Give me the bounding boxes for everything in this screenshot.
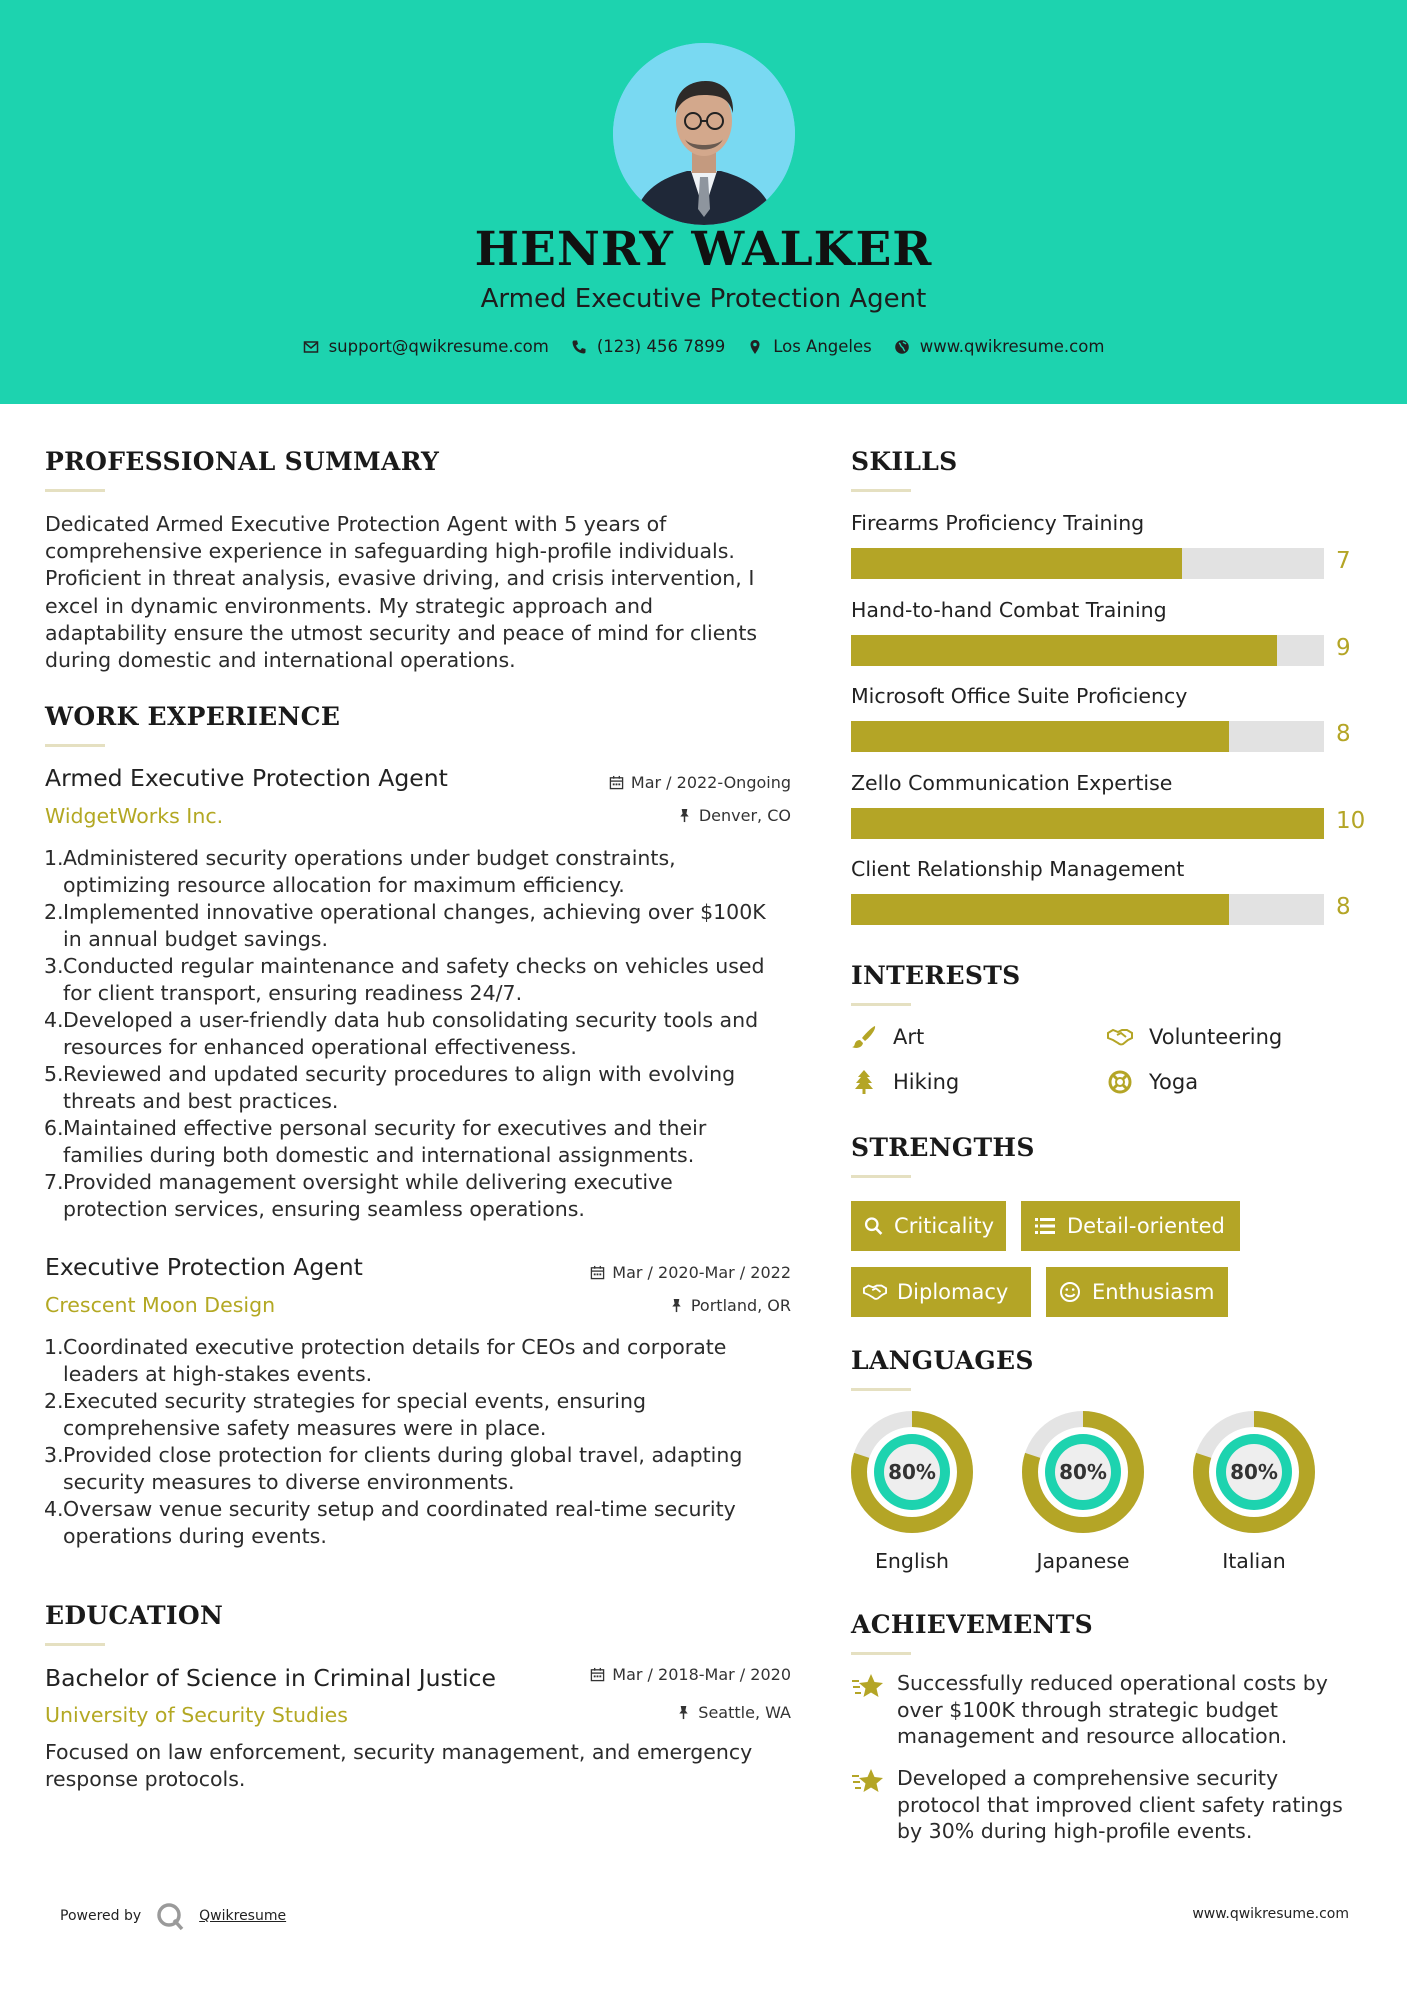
skill-value: 9 [1336,634,1351,661]
skill-bar-track [851,808,1324,839]
job-1-dates-text: Mar / 2022-Ongoing [630,773,791,792]
summary-line: excel in dynamic environments. My strategic approach and [45,593,653,618]
education-description [45,1739,752,1793]
job-2-role: Executive Protection Agent [45,1253,363,1281]
bullet-line: for client transport, ensuring readiness 24/7. [63,981,523,1005]
list-item: 6. Maintained effective personal security for executives and their families during both domestic and international assignments. [44,1115,784,1169]
skill-bar-track [851,548,1324,579]
strength-label: Criticality [894,1214,994,1238]
list-item: 3. Provided close protection for clients during global travel, adapting security measures to diverse environments. [44,1442,784,1496]
language-japanese [1022,1411,1144,1573]
strength-diplomacy [851,1267,1031,1317]
skill-value: 8 [1336,894,1351,920]
interests-heading: INTERESTS [851,961,1021,990]
language-italian [1193,1411,1315,1573]
skill-bar-fill [851,635,1277,666]
job-1-bullets [44,845,784,1223]
job-2-location [540,1296,791,1315]
bullet-line: operations during events. [63,1524,327,1548]
globe-icon [894,339,910,355]
bullet-line: in annual budget savings. [63,927,328,951]
list-icon [1033,1214,1057,1238]
skill-bar-track [851,894,1324,925]
language-label: English [874,1549,950,1573]
avatar [613,43,795,225]
skill-bar-track [851,721,1324,752]
footer-url[interactable]: www.qwikresume.com [1192,1906,1349,1922]
skill-bar-fill [851,808,1324,839]
experience-rule [45,744,105,747]
education-line: response protocols. [45,1767,246,1792]
job-1-company: WidgetWorks Inc. [45,804,224,828]
contact-website-text: www.qwikresume.com [919,337,1105,356]
summary-line: Dedicated Armed Executive Protection Agent with 5 years of [45,512,667,536]
qwikresume-logo-icon [155,1901,185,1931]
education-line: Focused on law enforcement, security management, and emergency [45,1740,753,1764]
skill-value: 8 [1336,721,1351,747]
languages-heading: LANGUAGES [851,1346,1034,1375]
trophy-star-icon [851,1767,885,1797]
candidate-title: Armed Executive Protection Agent [480,284,927,314]
bullet-line: families during both domestic and international assignments. [63,1143,695,1167]
interest-art [851,1025,924,1049]
bullet-line: Reviewed and updated security procedures to align with evolving [63,1062,736,1086]
interest-volunteering [1107,1025,1282,1049]
list-item: 5. Reviewed and updated security procedures to align with evolving threats and best practices. [44,1061,784,1115]
profile-photo [613,43,795,225]
pushpin-icon [676,1705,691,1720]
bullet-line: leaders at high-stakes events. [63,1362,373,1386]
interests-rule [851,1003,911,1006]
contact-phone[interactable] [571,337,725,356]
education-school: University of Security Studies [45,1703,348,1727]
language-label: Japanese [1036,1549,1130,1573]
summary-line: Proficient in threat analysis, evasive driving, and crisis intervention, I [45,566,755,591]
bullet-line: comprehensive safety measures were in place. [63,1416,547,1440]
language-donut [1193,1411,1315,1533]
summary-line: adaptability ensure the utmost security and peace of mind for clients [45,620,758,645]
skill-bar-fill [851,721,1229,752]
achievement-2 [851,1765,1343,1845]
bullet-line: resources for enhanced operational effectiveness. [63,1035,577,1059]
language-donut [1022,1411,1144,1533]
bullet-line: Maintained effective personal security for executives and their [63,1116,707,1140]
bullet-line: Conducted regular maintenance and safety checks on vehicles used [63,954,765,978]
achievement-1 [851,1670,1328,1750]
language-english [851,1411,973,1573]
bullet-line: optimizing resource allocation for maximum efficiency. [63,873,625,897]
list-item: 2. Executed security strategies for special events, ensuring comprehensive safety measures were in place. [44,1388,784,1442]
strength-detail-oriented [1021,1201,1240,1251]
tree-icon [851,1070,877,1094]
footer-powered [60,1901,286,1931]
phone-icon [571,339,587,355]
skill-label: Zello Communication Expertise [851,770,1173,795]
interest-label: Hiking [893,1070,960,1094]
achievement-line: protocol that improved client safety ratings [897,1792,1343,1817]
strength-enthusiasm [1046,1267,1228,1317]
education-heading: EDUCATION [45,1601,224,1630]
bullet-line: threats and best practices. [63,1089,339,1113]
skill-label: Client Relationship Management [851,857,1185,881]
contact-email[interactable] [303,337,549,356]
smile-icon [1058,1280,1082,1304]
bullet-line: Provided management oversight while delivering executive [63,1170,673,1194]
strengths-heading: STRENGTHS [851,1133,1035,1162]
achievement-line: by 30% during high-profile events. [897,1819,1253,1843]
contact-website[interactable] [894,337,1105,356]
handshake-icon [863,1280,887,1304]
interest-yoga [1107,1070,1198,1094]
contact-phone-text: (123) 456 7899 [596,337,726,356]
list-item: 7. Provided management oversight while delivering executive protection services, ensuring seamless operations. [44,1169,784,1223]
pushpin-icon [677,808,692,823]
skill-bar-track [851,635,1324,666]
achievement-text [897,1670,1328,1750]
bullet-line: Developed a user-friendly data hub consolidating security tools and [63,1008,759,1032]
trophy-star-icon [851,1672,885,1702]
summary-line: during domestic and international operations. [45,648,516,673]
skill-value: 10 [1336,807,1366,834]
job-1-dates [540,773,791,792]
achievement-line: Developed a comprehensive security [897,1766,1279,1790]
handshake-icon [1107,1025,1133,1049]
education-degree: Bachelor of Science in Criminal Justice [45,1664,496,1692]
job-2-company: Crescent Moon Design [45,1293,276,1317]
job-2-dates [540,1263,791,1282]
education-dates-text: Mar / 2018-Mar / 2020 [612,1665,791,1684]
list-item: 2. Implemented innovative operational changes, achieving over $100K in annual budget savings. [44,899,784,953]
skill-label: Hand-to-hand Combat Training [851,597,1167,622]
bullet-line: Provided close protection for clients during global travel, adapting [63,1443,743,1467]
envelope-icon [303,339,319,355]
bullet-line: Implemented innovative operational changes, achieving over $100K [63,900,766,924]
interest-label: Yoga [1149,1070,1199,1094]
summary-rule [45,489,105,492]
bullet-line: Administered security operations under budget constraints, [63,846,676,870]
interest-label: Art [893,1025,925,1049]
job-2-dates-text: Mar / 2020-Mar / 2022 [612,1263,791,1282]
summary-line: comprehensive experience in safeguarding high-profile individuals. [45,539,735,564]
job-2-bullets [44,1334,784,1550]
header-banner [0,0,1407,404]
skill-value: 7 [1336,548,1351,574]
calendar-icon [590,1667,605,1682]
bullet-line: Oversaw venue security setup and coordinated real-time security [63,1497,736,1521]
list-item: 3. Conducted regular maintenance and safety checks on vehicles used for client transport, ensuring readiness 24/7. [44,953,784,1007]
summary-heading: PROFESSIONAL SUMMARY [45,447,440,476]
skill-bar-fill [851,894,1229,925]
contact-location-text: Los Angeles [773,337,872,356]
footer-brand-link[interactable]: Qwikresume [199,1908,287,1924]
bullet-line: security measures to diverse environments. [63,1470,515,1494]
list-item: 1. Coordinated executive protection details for CEOs and corporate leaders at high-stakes events. [44,1334,784,1388]
calendar-icon [590,1265,605,1280]
skill-label: Microsoft Office Suite Proficiency [851,684,1188,708]
summary-text [45,511,757,674]
language-percent: 80% [888,1460,936,1484]
calendar-icon [609,775,624,790]
strength-criticality [851,1201,1006,1251]
achievement-line: Successfully reduced operational costs by [897,1671,1328,1695]
education-location-text: Seattle, WA [698,1703,791,1722]
job-1-location [540,806,791,825]
job-2-location-text: Portland, OR [690,1296,791,1315]
strengths-rule [851,1175,911,1178]
contact-email-text: support@qwikresume.com [328,337,549,356]
contact-location [747,337,872,356]
skills-rule [851,489,911,492]
strength-label: Enthusiasm [1092,1280,1215,1304]
achievements-rule [851,1652,911,1655]
strength-label: Diplomacy [897,1280,1009,1304]
languages-rule [851,1388,911,1391]
skills-heading: SKILLS [851,447,958,476]
language-label: Italian [1222,1549,1286,1573]
pushpin-icon [669,1298,684,1313]
language-donut [851,1411,973,1533]
language-percent: 80% [1059,1460,1107,1484]
achievement-line: management and resource allocation. [897,1724,1288,1748]
list-item: 1. Administered security operations under budget constraints, optimizing resource allocation for maximum efficiency. [44,845,784,899]
strength-label: Detail-oriented [1067,1214,1225,1238]
job-1-role: Armed Executive Protection Agent [45,764,448,792]
paintbrush-icon [851,1025,877,1049]
education-location [540,1703,791,1722]
achievement-text [897,1765,1343,1845]
skill-bar-fill [851,548,1182,579]
bullet-line: Coordinated executive protection details for CEOs and corporate [63,1335,727,1359]
job-1-location-text: Denver, CO [698,806,791,825]
list-item: 4. Oversaw venue security setup and coordinated real-time security operations during events. [44,1496,784,1550]
contact-bar [0,337,1407,356]
education-dates [540,1665,791,1684]
map-pin-icon [747,339,763,355]
interest-hiking [851,1070,959,1094]
achievement-line: over $100K through strategic budget [897,1697,1278,1722]
bullet-line: Executed security strategies for special events, ensuring [63,1389,647,1413]
lifebuoy-icon [1107,1070,1133,1094]
bullet-line: protection services, ensuring seamless operations. [63,1197,585,1221]
candidate-name: HENRY WALKER [474,222,933,277]
achievements-heading: ACHIEVEMENTS [851,1610,1093,1639]
skill-label: Firearms Proficiency Training [851,511,1145,535]
list-item: 4. Developed a user-friendly data hub consolidating security tools and resources for enhanced operational effectiveness. [44,1007,784,1061]
powered-by-text: Powered by [60,1908,142,1924]
language-percent: 80% [1230,1460,1278,1484]
experience-heading: WORK EXPERIENCE [45,702,341,731]
education-rule [45,1643,105,1646]
interest-label: Volunteering [1149,1025,1283,1049]
search-icon [863,1214,884,1238]
